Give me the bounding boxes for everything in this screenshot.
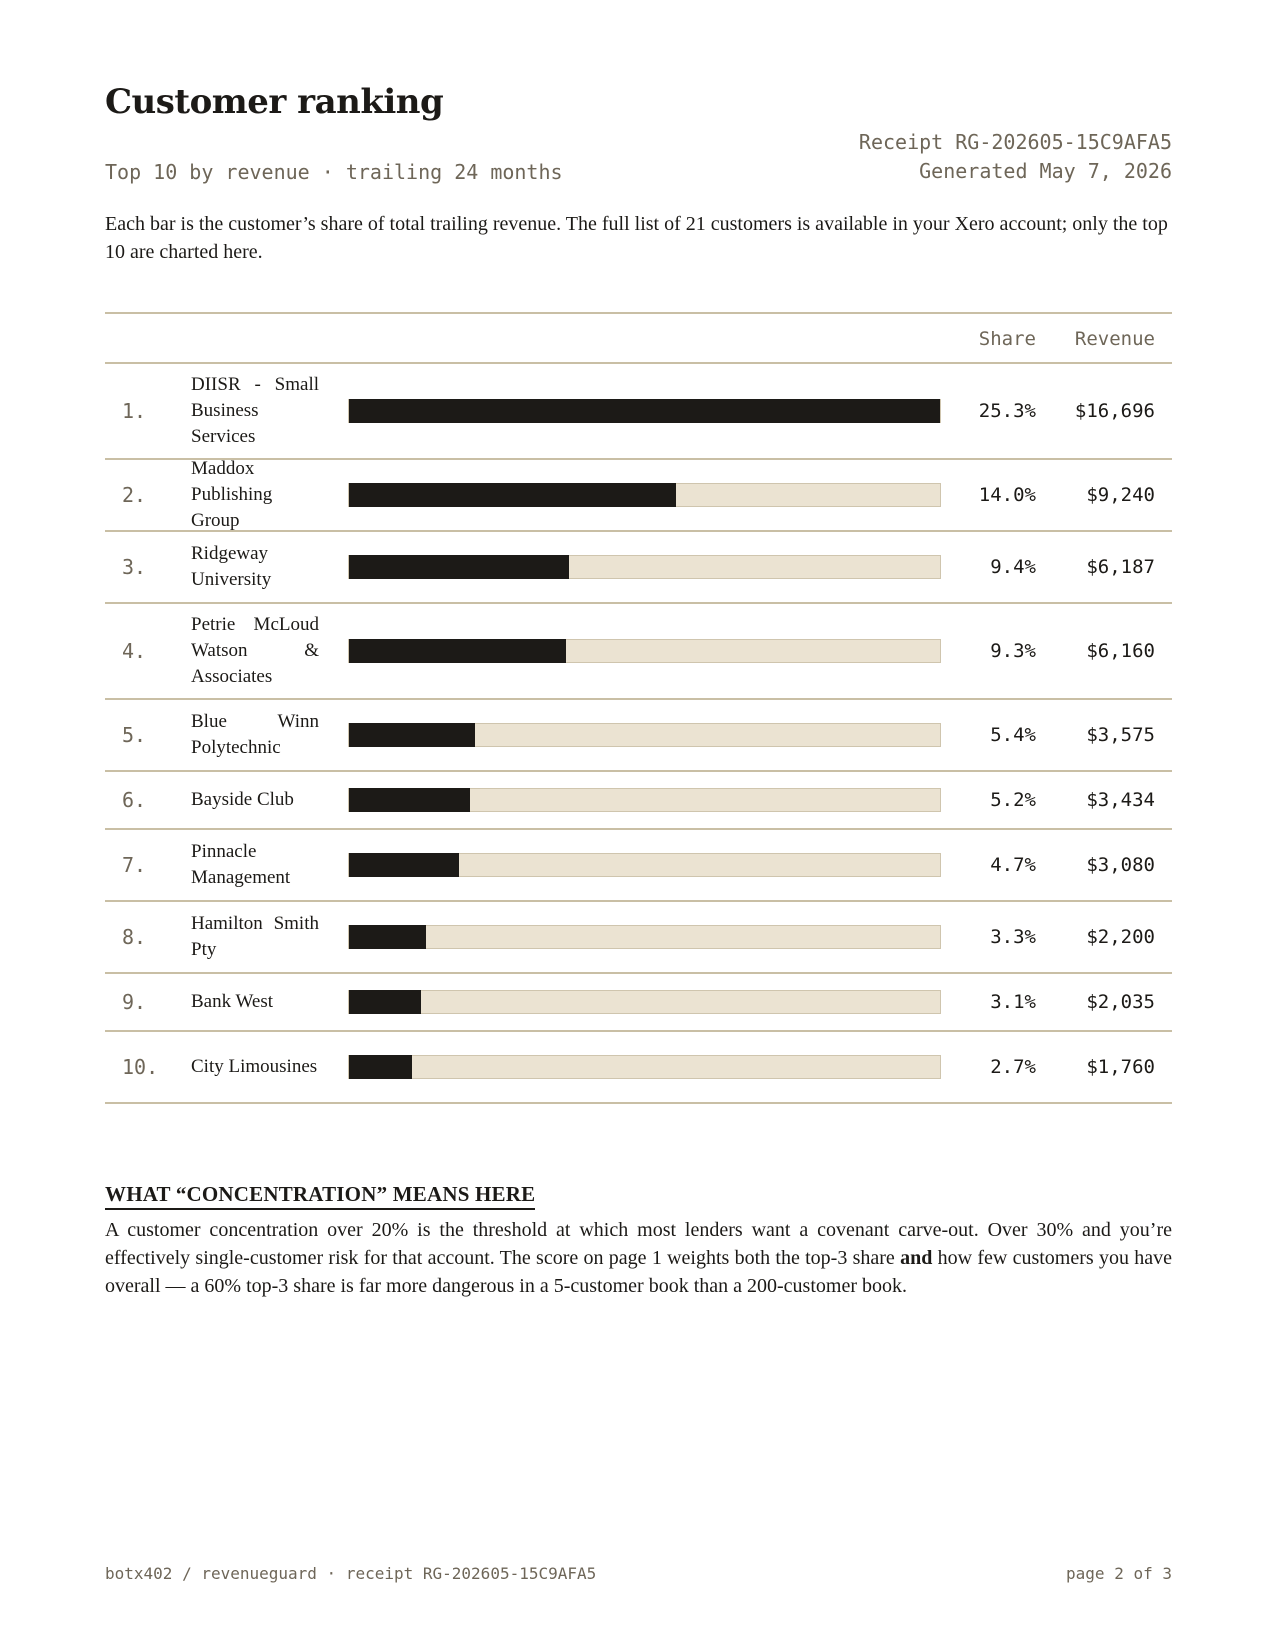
section-paragraph — [105, 1216, 1172, 1300]
share-bar-track — [348, 483, 941, 507]
customer-name: Petrie McLoud Watson & Associates — [191, 614, 319, 687]
revenue-value: $1,760 — [1086, 1056, 1155, 1078]
share-value: 9.3% — [990, 640, 1036, 662]
table-row — [105, 830, 1172, 902]
receipt-id: Receipt RG-202605-15C9AFA5 — [858, 130, 1172, 154]
report-page — [105, 0, 1172, 1651]
revenue-value: $16,696 — [1074, 400, 1155, 422]
table-row — [105, 460, 1172, 532]
table-row — [105, 1032, 1172, 1104]
revenue-value: $6,187 — [1086, 556, 1155, 578]
table-row — [105, 532, 1172, 604]
customer-name: Hamilton Smith Pty — [191, 913, 319, 960]
table-body — [105, 364, 1172, 1104]
share-bar-fill — [349, 990, 421, 1014]
customer-name: Blue Winn Polytechnic — [191, 711, 319, 758]
row-rank: 1. — [122, 399, 147, 423]
ranking-table — [105, 312, 1172, 1104]
revenue-value: $2,200 — [1086, 926, 1155, 948]
share-value: 5.2% — [990, 789, 1036, 811]
share-bar-fill — [349, 639, 566, 663]
revenue-value: $3,575 — [1086, 724, 1155, 746]
generated-date: Generated May 7, 2026 — [919, 159, 1172, 183]
share-bar-track — [348, 1055, 941, 1079]
revenue-value: $3,080 — [1086, 854, 1155, 876]
row-rank: 10. — [122, 1055, 159, 1079]
section-text-before: A customer concentration over 20% is the threshold at which most lenders want a covenant carve-out. Over 30% and you’re effectively single-customer risk for that account. The score on page 1 weights both the top-3 share — [105, 1219, 1172, 1269]
footer-page-number: page 2 of 3 — [1066, 1564, 1172, 1583]
customer-name: Pinnacle Management — [191, 841, 291, 888]
share-bar-fill — [349, 723, 475, 747]
row-rank: 5. — [122, 723, 147, 747]
customer-name: Bank West — [191, 991, 274, 1012]
share-bar-fill — [349, 788, 470, 812]
share-bar-fill — [349, 399, 940, 423]
row-rank: 3. — [122, 555, 147, 579]
column-header-share: Share — [978, 328, 1036, 350]
receipt-meta — [859, 128, 1172, 186]
share-bar-fill — [349, 555, 569, 579]
table-row — [105, 604, 1172, 700]
row-rank: 7. — [122, 853, 147, 877]
share-value: 2.7% — [990, 1056, 1036, 1078]
section-heading: WHAT “CONCENTRATION” MEANS HERE — [105, 1180, 535, 1210]
customer-name: Maddox Publishing Group — [191, 458, 273, 531]
column-header-revenue: Revenue — [1074, 328, 1155, 350]
row-rank: 9. — [122, 990, 147, 1014]
share-value: 4.7% — [990, 854, 1036, 876]
share-bar-fill — [349, 925, 426, 949]
page-title: Customer ranking — [105, 82, 444, 122]
row-rank: 2. — [122, 483, 147, 507]
section-text-after: how few customers you have overall — a 60% top-3 share is far more dangerous in a 5-customer book than a 200-customer book. — [105, 1247, 1172, 1297]
table-row — [105, 700, 1172, 772]
customer-name: City Limousines — [191, 1056, 318, 1077]
page-subtitle: Top 10 by revenue · trailing 24 months — [105, 160, 563, 184]
share-bar-track — [348, 399, 941, 423]
table-header — [105, 314, 1172, 364]
share-bar-track — [348, 925, 941, 949]
table-row — [105, 364, 1172, 460]
revenue-value: $3,434 — [1086, 789, 1155, 811]
revenue-value: $2,035 — [1086, 991, 1155, 1013]
share-bar-track — [348, 639, 941, 663]
share-bar-fill — [349, 1055, 412, 1079]
share-bar-track — [348, 723, 941, 747]
table-row — [105, 974, 1172, 1032]
share-value: 3.3% — [990, 926, 1036, 948]
revenue-value: $9,240 — [1086, 484, 1155, 506]
share-value: 5.4% — [990, 724, 1036, 746]
row-rank: 4. — [122, 639, 147, 663]
customer-name: DIISR - Small Business Services — [191, 374, 319, 447]
share-value: 25.3% — [978, 400, 1036, 422]
share-bar-track — [348, 788, 941, 812]
table-row — [105, 902, 1172, 974]
share-bar-track — [348, 555, 941, 579]
row-rank: 6. — [122, 788, 147, 812]
share-bar-fill — [349, 853, 459, 877]
section-text-bold: and — [900, 1247, 933, 1269]
customer-name: Ridgeway University — [191, 543, 272, 590]
intro-paragraph: Each bar is the customer’s share of total trailing revenue. The full list of 21 customers is available in your Xero account; only the top 10 are charted here. — [105, 213, 1168, 263]
share-bar-track — [348, 990, 941, 1014]
share-value: 14.0% — [978, 484, 1036, 506]
row-rank: 8. — [122, 925, 147, 949]
footer-receipt: botx402 / revenueguard · receipt RG-202605-15C9AFA5 — [105, 1564, 597, 1583]
share-value: 3.1% — [990, 991, 1036, 1013]
customer-name: Bayside Club — [191, 789, 294, 810]
share-bar-track — [348, 853, 941, 877]
table-row — [105, 772, 1172, 830]
revenue-value: $6,160 — [1086, 640, 1155, 662]
share-value: 9.4% — [990, 556, 1036, 578]
share-bar-fill — [349, 483, 676, 507]
